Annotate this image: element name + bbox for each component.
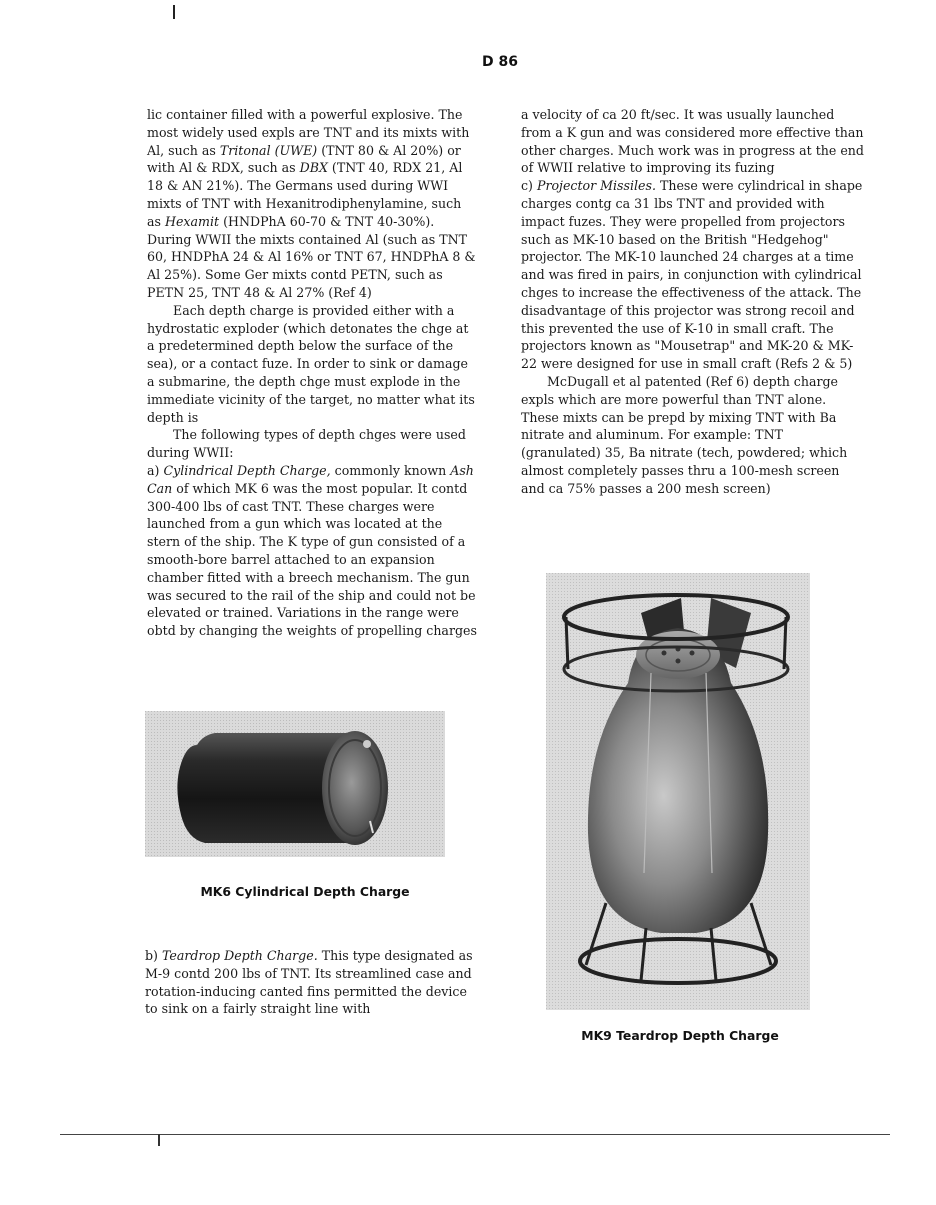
paragraph (521, 106, 866, 177)
paragraph (147, 426, 477, 462)
page-number: D 86 (482, 54, 518, 70)
mk6-caption: MK6 Cylindrical Depth Charge (200, 884, 410, 899)
paragraph (521, 177, 866, 373)
mk6-depth-charge-photo (145, 711, 445, 857)
text-run: (HNDPhA 60-70 & TNT 40-30%). During WWII the mixts contained Al (such as TNT 60, HNDPhA 24 & Al 16% or TNT 67, HNDPhA 8 & Al 25%). Some Ger mixts contd PETN, such as PETN 25, TNT 48 & Al 27% (Ref 4) (147, 213, 476, 300)
italic-term: Projector Missiles. (536, 178, 656, 194)
italic-term: Tritonal (UWE) (219, 142, 318, 158)
footer-rule (60, 1134, 890, 1135)
left-column-continued (145, 947, 475, 1018)
text-run: a velocity of ca 20 ft/sec. It was usually launched from a K gun and was considered more effective than other charges. Much work was in progress at the end of WWII relative to improving its fuzing (521, 107, 864, 176)
paragraph (521, 373, 866, 498)
paragraph (147, 302, 477, 427)
text-run: (TNT 80 & Al 20%) or with Al & RDX, such as (147, 142, 461, 176)
paragraph (147, 106, 477, 302)
text-run: The following types of depth chges were used during WWII: (147, 427, 466, 461)
text-run: b) (145, 948, 162, 963)
italic-term: Cylindrical Depth Charge, (163, 462, 331, 478)
paragraph (145, 947, 475, 1018)
text-run: commonly known (330, 462, 451, 478)
italic-term: Ash Can (147, 462, 474, 496)
page-margin-mark (173, 5, 175, 19)
text-run: of which MK 6 was the most popular. It contd 300-400 lbs of cast TNT. These charges were launched from a gun which was located at the stern of the ship. The K type of gun consisted of a smooth-bore barrel attached to an expansion chamber fitted with a breech mechanism. The gun was secured to the rail of the ship and could not be elevated or trained. Variations in the range were obtd by changing the weights of propelling charges (147, 480, 477, 639)
text-run: lic container filled with a powerful explosive. The most widely used expls are TNT and its mixts with Al, such as (147, 107, 470, 158)
left-column (147, 106, 477, 640)
italic-term: Hexamit (164, 213, 220, 229)
right-column (521, 106, 866, 498)
text-run: c) (521, 178, 537, 194)
text-run: (TNT 40, RDX 21, Al 18 & AN 21%). The Germans used during WWI mixts of TNT with Hexanitrodiphenylamine, such as (147, 160, 463, 229)
text-run: a) (147, 462, 164, 478)
text-run: These were cylindrical in shape charges contg ca 31 lbs TNT and provided with impact fuzes. They were propelled from projectors such as MK-10 based on the British "Hedgehog" projector. The MK-10 launched 24 charges at a time and was fired in pairs, in conjunction with cylindrical chges to increase the effectiveness of the attack. The disadvantage of this projector was strong recoil and this prevented the use of K-10 in small craft. The projectors known as "Mousetrap" and MK-20 & MK-22 were designed for use in small craft (Refs 2 & 5) (521, 178, 863, 372)
italic-term: DBX (299, 160, 328, 176)
italic-term: Teardrop Depth Charge. (161, 948, 318, 963)
paragraph (147, 462, 477, 640)
mk9-caption: MK9 Teardrop Depth Charge (581, 1028, 779, 1043)
text-run: McDugall et al patented (Ref 6) depth charge expls which are more powerful than TNT alone. These mixts can be prepd by mixing TNT with Ba nitrate and aluminum. For example: TNT (granulated) 35, Ba nitrate (tech, powdered; which almost completely passes thru a 100-mesh screen and ca 75% passes a 200 mesh screen) (521, 373, 848, 496)
text-run: This type designated as M-9 contd 200 lbs of TNT. Its streamlined case and rotation-inducing canted fins permitted the device to sink on a fairly straight line with (145, 948, 473, 1017)
mk9-depth-charge-photo (546, 573, 810, 1010)
text-run: Each depth charge is provided either with a hydrostatic exploder (which detonates the chge at a predetermined depth below the surface of the sea), or a contact fuze. In order to sink or damage a submarine, the depth chge must explode in the immediate vicinity of the target, no matter what its depth is (147, 302, 475, 425)
footer-rule-tick (158, 1134, 160, 1146)
